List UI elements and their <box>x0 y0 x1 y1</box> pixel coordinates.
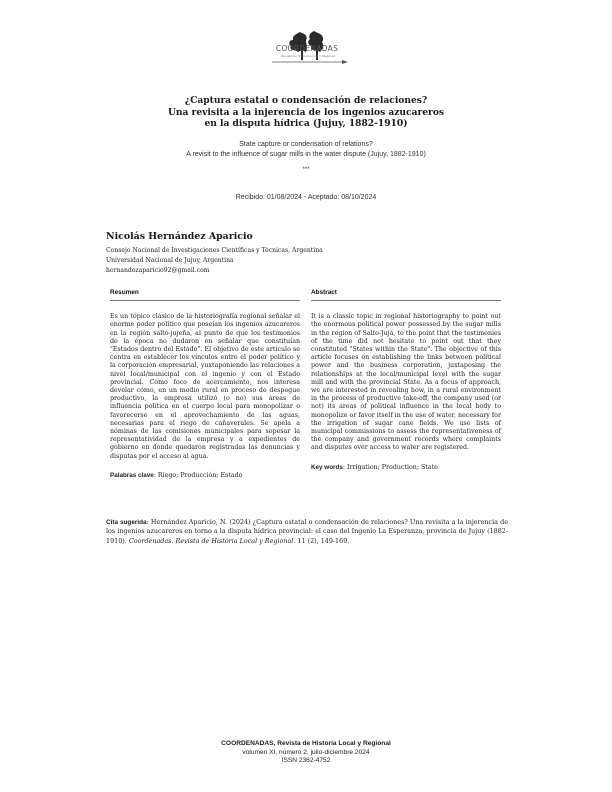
title-line-3: en la disputa hídrica (Jujuy, 1882-1910) <box>204 118 408 129</box>
resumen-heading: Resumen <box>110 289 139 296</box>
received-accepted-dates: Recibido: 01/08/2024 - Aceptado: 08/10/2024 <box>235 194 377 201</box>
affiliation-2: Universidad Nacional de Jujuy, Argentina <box>106 257 234 264</box>
article-title <box>100 95 512 130</box>
author-email: hernandezaparicio92@gmail.com <box>106 267 210 274</box>
subtitle-line-1: State capture or condensation of relations? <box>239 141 373 148</box>
palabras-clave <box>110 472 300 480</box>
journal-logo <box>262 28 352 74</box>
suggested-citation <box>106 518 508 546</box>
key-words-values: : Irrigation; Production; State <box>342 463 438 471</box>
key-words <box>311 464 501 472</box>
footer-volume: volumen XI, número 2, julio-diciembre 2024 <box>242 748 370 756</box>
footer-issn: ISSN 2362-4752 <box>281 757 331 765</box>
affiliation-1: Consejo Nacional de Investigaciones Científicas y Técnicas, Argentina <box>106 247 323 254</box>
article-subtitle-english <box>100 140 512 159</box>
abstract-heading: Abstract <box>311 289 337 296</box>
abstract-text: It is a classic topic in regional historiography to point out the enormous political power possessed by the sugar mills in the region of Salto-Jujá, to the point that the testimonies of the time did not hesitate to point out that they constituted "States within the State". The objective of this article focuses on establishing the links between political power and the business corporation, juxtaposing the relationships at the local/municipal level with the sugar mill and with the provincial State. As a focus of approach, we are interested in revealing how, in a rural environment in the process of productive take-off, the company used (or not) its areas of political influence in the local body to monopolize or favor itself in the use of water, necessary for the irrigation of sugar cane fields. We use lists of municipal commissions to assess the representativeness of the company and government records where complaints and disputes over access to water are registered. <box>311 313 501 452</box>
resumen-divider <box>110 300 300 301</box>
citation-text-b: . 11 (2), 149-169. <box>293 536 350 545</box>
resumen-column <box>110 289 300 480</box>
abstract-column <box>311 289 501 472</box>
page-footer <box>150 740 462 766</box>
author-name: Nicolás Hernández Aparicio <box>106 231 253 242</box>
section-separator: *** <box>302 167 310 173</box>
title-line-2: Una revisita a la injerencia de los ingenios azucareros <box>167 106 445 118</box>
abstract-divider <box>311 300 501 301</box>
footer-journal: COORDENADAS, Revista de Historia Local y Regional <box>221 740 391 747</box>
citation-text-a: : Hernández Aparicio, N. (2024) ¿Captura estatal o condensación de relaciones? Una revisita a la injerencia de los ingenios azucareros en torno a la disputa hídrica provincial: el caso del Ingenio La Esperanza, provincia de Jujuy (1882-1910). <box>106 518 508 545</box>
author-affiliations <box>106 246 506 276</box>
key-words-label: Key words <box>311 463 343 471</box>
citation-label: Cita sugerida <box>106 519 147 526</box>
resumen-text: Es un tópico clásico de la historiografía regional señalar el enorme poder político que poseían los ingenios azucareros en la región salto-jujeña, al punto de que los testimonios de la época no dudaron en señalar que constituían "Estados dentro del Estado". El objetivo de este artículo se centra en establecer los vínculos entre el poder político y la corporación empresarial, yuxtaponiendo las relaciones a nivel local/municipal con el ingenio y con el Estado provincial. Como foco de acercamiento, nos interesa develar cómo, en un medio rural en proceso de despegue productivo, la empresa utilizó (o no) sus áreas de influencia política en el cuerpo local para monopolizar o favorecerse en el aprovechamiento de las aguas, necesarias para el riego de cañaverales. Se apela a nóminas de las comisiones municipales para sopesar la representatividad de la empresa y a expedientes de gobierno en donde quedaron registradas las denuncias y disputas por el acceso al agua. <box>110 313 300 460</box>
palabras-clave-values: : Riego; Producción; Estado <box>153 471 243 479</box>
citation-journal: Coordenadas. Revista de Historia Local y Regional <box>128 536 294 545</box>
subtitle-line-2: A revisit to the influence of sugar mills in the water dispute (Jujuy, 1882-1910) <box>186 150 426 158</box>
title-line-1: ¿Captura estatal o condensación de relaciones? <box>184 95 428 106</box>
journal-logo-name: COORDENADAS <box>275 44 339 53</box>
journal-logo-tagline: Revista de Historia Local y Regional <box>281 54 335 58</box>
palabras-clave-label: Palabras clave <box>110 471 154 479</box>
